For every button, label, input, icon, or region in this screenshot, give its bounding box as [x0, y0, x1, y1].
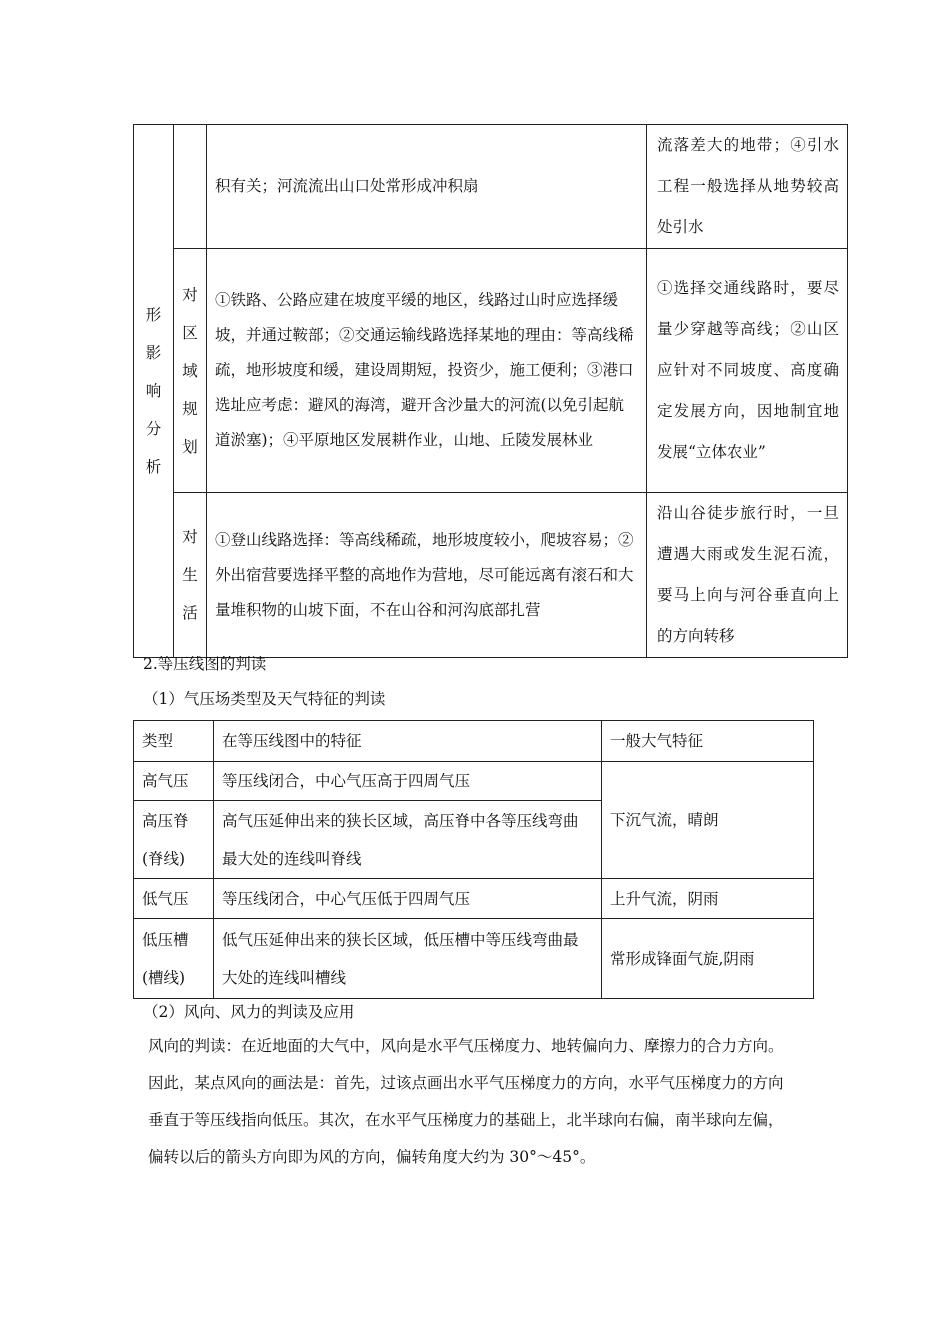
table-row — [134, 879, 814, 919]
label-char: 划 — [182, 437, 198, 456]
column-header: 一般大气特征 — [602, 721, 814, 762]
column-header: 在等压线图中的特征 — [214, 721, 602, 762]
subsection-heading: （2）风向、风力的判读及应用 — [143, 1003, 355, 1021]
table-row — [134, 919, 814, 999]
row-header-char: 形 — [145, 306, 162, 324]
cell-text: ①登山线路选择：等高线稀疏，地形坡度较小，爬坡容易；②外出宿营要选择平整的高地作为营地，尽可能远离有滚石和大量堆积物的山坡下面，不在山谷和河沟底部扎营 — [207, 493, 647, 658]
type-line: 低压槽 — [142, 930, 189, 949]
row-label-daily-life — [174, 493, 207, 658]
table-row — [134, 249, 848, 493]
label-char: 对 — [182, 528, 198, 546]
label-char: 对 — [182, 285, 198, 304]
row-label-regional-planning — [174, 249, 207, 493]
paragraph-line: 偏转以后的箭头方向即为风的方向，偏转角度大约为 30°～45°。 — [148, 1148, 596, 1166]
cell-text: ①铁路、公路应建在坡度平缓的地区，线路过山时应选择缓坡，并通过鞍部；②交通运输线路选择某地的理由：等高线稀疏，地形坡度和缓，建设周期短，投资少，施工便利；③港口选址应考虑：避风的海湾，避开含沙量大的河流(以免引起航道淤塞)；④平原地区发展耕作业，山地、丘陵发展林业 — [207, 249, 647, 493]
feature-cell: 高气压延伸出来的狭长区域，高压脊中各等压线弯曲最大处的连线叫脊线 — [214, 801, 602, 879]
column-header: 类型 — [134, 721, 214, 762]
table-row — [134, 762, 814, 801]
cell-text: 积有关；河流流出山口处常形成冲积扇 — [207, 125, 647, 249]
label-char: 规 — [182, 399, 198, 418]
feature-cell: 等压线闭合，中心气压低于四周气压 — [214, 879, 602, 919]
table-header-row — [134, 721, 814, 762]
type-cell: 低气压 — [134, 879, 214, 919]
feature-cell: 低气压延伸出来的狭长区域，低压槽中等压线弯曲最大处的连线叫槽线 — [214, 919, 602, 999]
type-cell — [134, 801, 214, 879]
type-cell — [134, 919, 214, 999]
row-header-char: 析 — [145, 458, 162, 476]
cell-text: ①选择交通线路时，要尽量少穿越等高线；②山区应针对不同坡度、高度确定发展方向，因地制宜地发展“立体农业” — [647, 249, 848, 493]
weather-cell: 上升气流，阴雨 — [602, 879, 814, 919]
row-header-char: 响 — [145, 382, 162, 400]
row-header-char: 分 — [145, 420, 162, 438]
paragraph-line: 因此，某点风向的画法是：首先，过该点画出水平气压梯度力的方向，水平气压梯度力的方向 — [148, 1074, 784, 1092]
cell-text: 流落差大的地带；④引水工程一般选择从地势较高处引水 — [647, 125, 848, 249]
section-heading: 2.等压线图的判读 — [143, 655, 267, 673]
row-header-char: 影 — [145, 344, 162, 362]
empty-label-cell — [174, 125, 207, 249]
type-line: 高压脊 — [142, 811, 189, 830]
terrain-impact-table — [133, 124, 848, 658]
label-char: 域 — [182, 361, 198, 380]
label-char: 活 — [182, 604, 198, 622]
paragraph-line: 垂直于等压线指向低压。其次，在水平气压梯度力的基础上，北半球向右偏，南半球向左偏， — [148, 1111, 784, 1129]
weather-cell: 下沉气流，晴朗 — [602, 762, 814, 879]
feature-cell: 等压线闭合，中心气压高于四周气压 — [214, 762, 602, 801]
table-row — [134, 125, 848, 249]
table-row — [134, 493, 848, 658]
subsection-heading: （1）气压场类型及天气特征的判读 — [143, 690, 386, 708]
type-line: (槽线) — [142, 968, 186, 987]
pressure-field-table — [133, 720, 814, 999]
type-cell: 高气压 — [134, 762, 214, 801]
cell-text: 沿山谷徒步旅行时，一旦遭遇大雨或发生泥石流，要马上向与河谷垂直向上的方向转移 — [647, 493, 848, 658]
row-header-cell — [134, 125, 174, 658]
wind-direction-paragraph — [148, 1028, 828, 1176]
weather-cell: 常形成锋面气旋,阴雨 — [602, 919, 814, 999]
label-char: 区 — [182, 323, 198, 342]
paragraph-line: 风向的判读：在近地面的大气中，风向是水平气压梯度力、地转偏向力、摩擦力的合力方向。 — [148, 1037, 784, 1055]
type-line: (脊线) — [142, 849, 186, 868]
label-char: 生 — [182, 566, 198, 584]
